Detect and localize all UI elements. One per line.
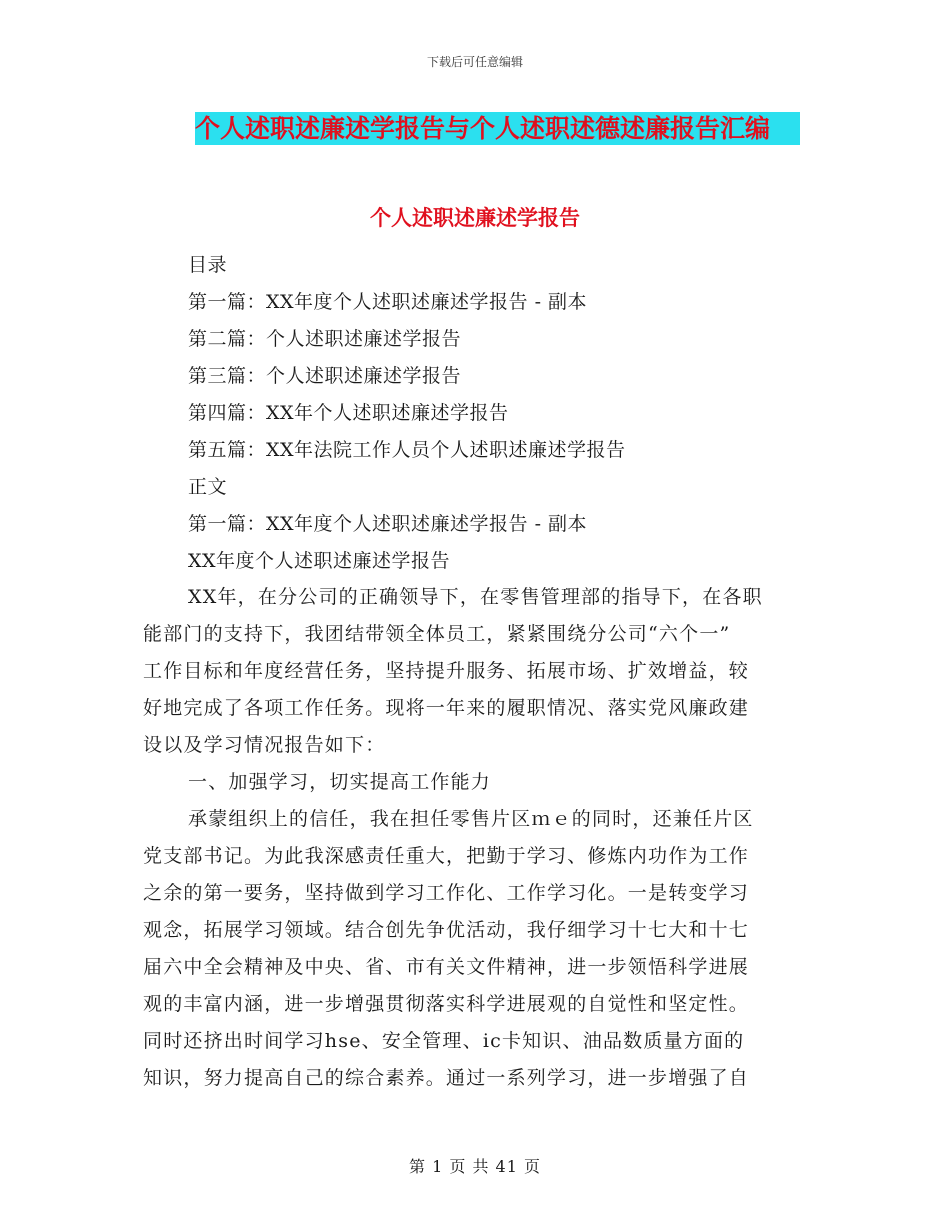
body-text (143, 582, 803, 1100)
section-heading: 一、加强学习，切实提高工作能力 (188, 771, 492, 793)
section-heading: 第一篇：XX年度个人述职述廉述学报告 - 副本 (188, 513, 588, 535)
main-title: 个人述职述廉述学报告与个人述职述德述廉报告汇编 (195, 112, 800, 145)
paragraph-line: XX年，在分公司的正确领导下，在零售管理部的指导下，在各职 (188, 586, 763, 608)
toc-item: 第一篇：XX年度个人述职述廉述学报告 - 副本 (188, 291, 588, 313)
toc-item: 第四篇：XX年个人述职述廉述学报告 (188, 402, 509, 424)
paragraph-line: 承蒙组织上的信任，我在担任零售片区ｍｅ的同时，还兼任片区 (188, 808, 754, 830)
table-of-contents (188, 250, 808, 583)
body-heading: 正文 (188, 476, 228, 498)
paragraph-line: 之余的第一要务，坚持做到学习工作化、工作学习化。一是转变学习 (143, 882, 750, 904)
report-title: XX年度个人述职述廉述学报告 (188, 550, 451, 572)
toc-item: 第二篇：个人述职述廉述学报告 (188, 328, 462, 350)
toc-item: 第三篇：个人述职述廉述学报告 (188, 365, 462, 387)
toc-item: 第五篇：XX年法院工作人员个人述职述廉述学报告 (188, 439, 626, 461)
paragraph-line: 届六中全会精神及中央、省、市有关文件精神，进一步领悟科学进展 (143, 956, 750, 978)
paragraph-line: 设以及学习情况报告如下： (143, 734, 386, 756)
header-note: 下载后可任意编辑 (426, 55, 523, 69)
paragraph-line: 好地完成了各项工作任务。现将一年来的履职情况、落实党风廉政建 (143, 697, 750, 719)
paragraph-line: 能部门的支持下，我团结带领全体员工，紧紧围绕分公司“六个一” (143, 623, 731, 645)
paragraph-line: 观念，拓展学习领域。结合创先争优活动，我仔细学习十七大和十七 (143, 919, 750, 941)
paragraph-line: 观的丰富内涵，进一步增强贯彻落实科学进展观的自觉性和坚定性。 (143, 993, 750, 1015)
sub-title: 个人述职述廉述学报告 (370, 206, 580, 230)
paragraph-line: 同时还挤出时间学习hse、安全管理、ic卡知识、油品数质量方面的 (143, 1030, 745, 1052)
paragraph-line: 知识，努力提高自己的综合素养。通过一系列学习，进一步增强了自 (143, 1067, 750, 1089)
paragraph-line: 工作目标和年度经营任务，坚持提升服务、拓展市场、扩效增益，较 (143, 660, 750, 682)
toc-heading: 目录 (188, 254, 228, 276)
paragraph-line: 党支部书记。为此我深感责任重大，把勤于学习、修炼内功作为工作 (143, 845, 750, 867)
page-footer: 第 1 页 共 41 页 (409, 1157, 541, 1176)
